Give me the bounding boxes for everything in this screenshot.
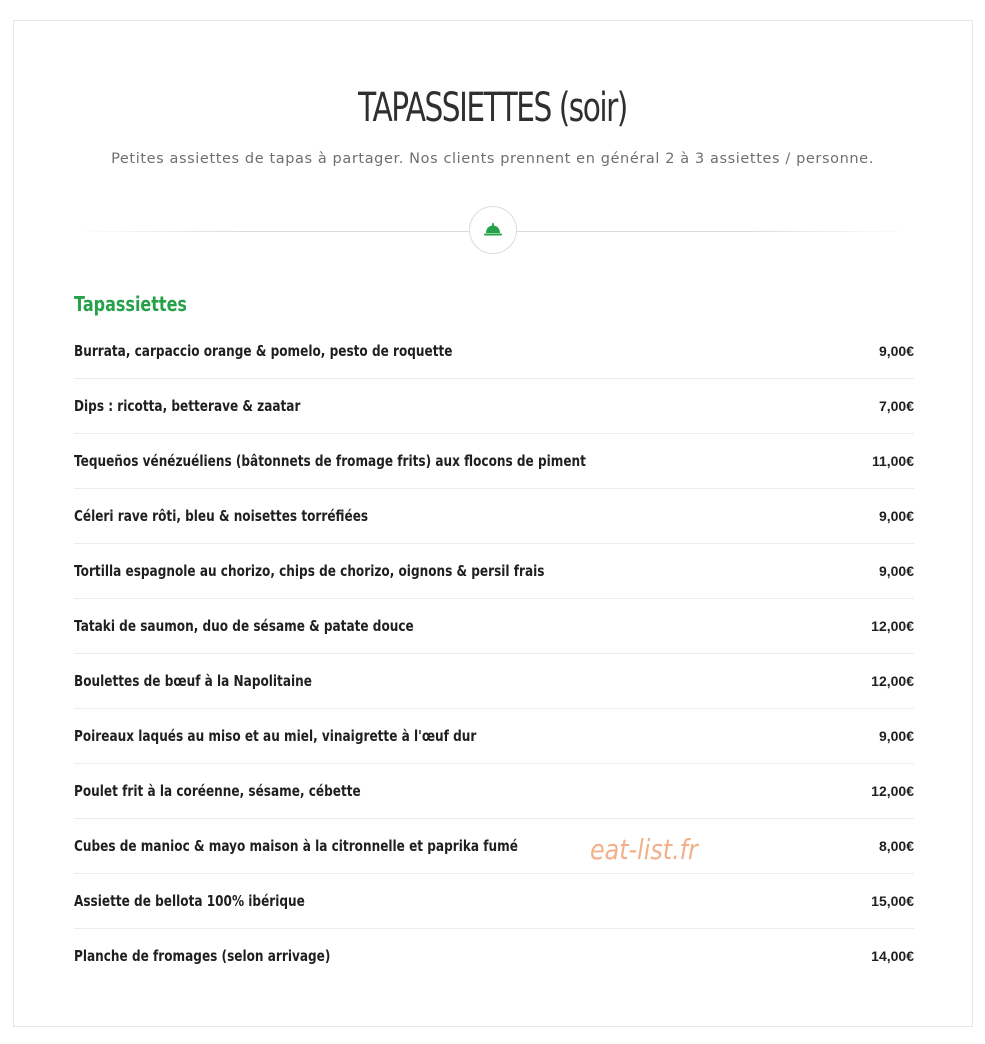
menu-item-price: 15,00€ xyxy=(871,893,914,909)
menu-item-name: Dips : ricotta, betterave & zaatar xyxy=(74,397,301,415)
menu-item xyxy=(74,434,914,489)
menu-item-name: Céleri rave rôti, bleu & noisettes torréfiées xyxy=(74,507,369,525)
menu-item-price: 12,00€ xyxy=(871,783,914,799)
menu-item-name: Tequeños vénézuéliens (bâtonnets de fromage frits) aux flocons de piment xyxy=(74,452,586,470)
menu-item-name: Burrata, carpaccio orange & pomelo, pesto de roquette xyxy=(74,342,453,360)
menu-item-name: Tortilla espagnole au chorizo, chips de chorizo, oignons & persil frais xyxy=(74,562,545,580)
menu-item xyxy=(74,654,914,709)
menu-item-price: 9,00€ xyxy=(878,563,914,579)
menu-item xyxy=(74,324,914,379)
menu-item-price: 9,00€ xyxy=(878,508,914,524)
divider-badge xyxy=(469,206,517,254)
menu-item xyxy=(74,709,914,764)
menu-item-price: 12,00€ xyxy=(871,673,914,689)
menu-item xyxy=(74,599,914,654)
menu-item-name: Cubes de manioc & mayo maison à la citronnelle et paprika fumé xyxy=(74,837,518,855)
menu-item-name: Tataki de saumon, duo de sésame & patate douce xyxy=(74,617,414,635)
menu-item xyxy=(74,379,914,434)
menu-item xyxy=(74,874,914,929)
menu-item-name: Planche de fromages (selon arrivage) xyxy=(74,947,331,965)
menu-item-price: 11,00€ xyxy=(871,453,914,469)
menu-item-name: Assiette de bellota 100% ibérique xyxy=(74,892,305,910)
menu-item xyxy=(74,929,914,984)
menu-item-price: 12,00€ xyxy=(871,618,914,634)
cloche-icon xyxy=(484,223,502,237)
menu-item-name: Poulet frit à la coréenne, sésame, cébette xyxy=(74,782,361,800)
section-title: Tapassiettes xyxy=(74,292,187,316)
menu-item xyxy=(74,819,914,874)
watermark-text: eat-list.fr xyxy=(590,833,698,866)
menu-item xyxy=(74,764,914,819)
menu-item-price: 9,00€ xyxy=(878,343,914,359)
menu-item-price: 9,00€ xyxy=(878,728,914,744)
menu-item-price: 7,00€ xyxy=(878,398,914,414)
menu-list xyxy=(74,324,914,984)
menu-item-price: 8,00€ xyxy=(878,838,914,854)
menu-item-price: 14,00€ xyxy=(871,948,914,964)
menu-item-name: Poireaux laqués au miso et au miel, vinaigrette à l'œuf dur xyxy=(74,727,477,745)
menu-item xyxy=(74,544,914,599)
page-subtitle: Petites assiettes de tapas à partager. Nos clients prennent en général 2 à 3 assiettes / personne. xyxy=(111,151,874,167)
page-title: TAPASSIETTES (soir) xyxy=(358,85,627,131)
menu-item-name: Boulettes de bœuf à la Napolitaine xyxy=(74,672,312,690)
menu-item xyxy=(74,489,914,544)
